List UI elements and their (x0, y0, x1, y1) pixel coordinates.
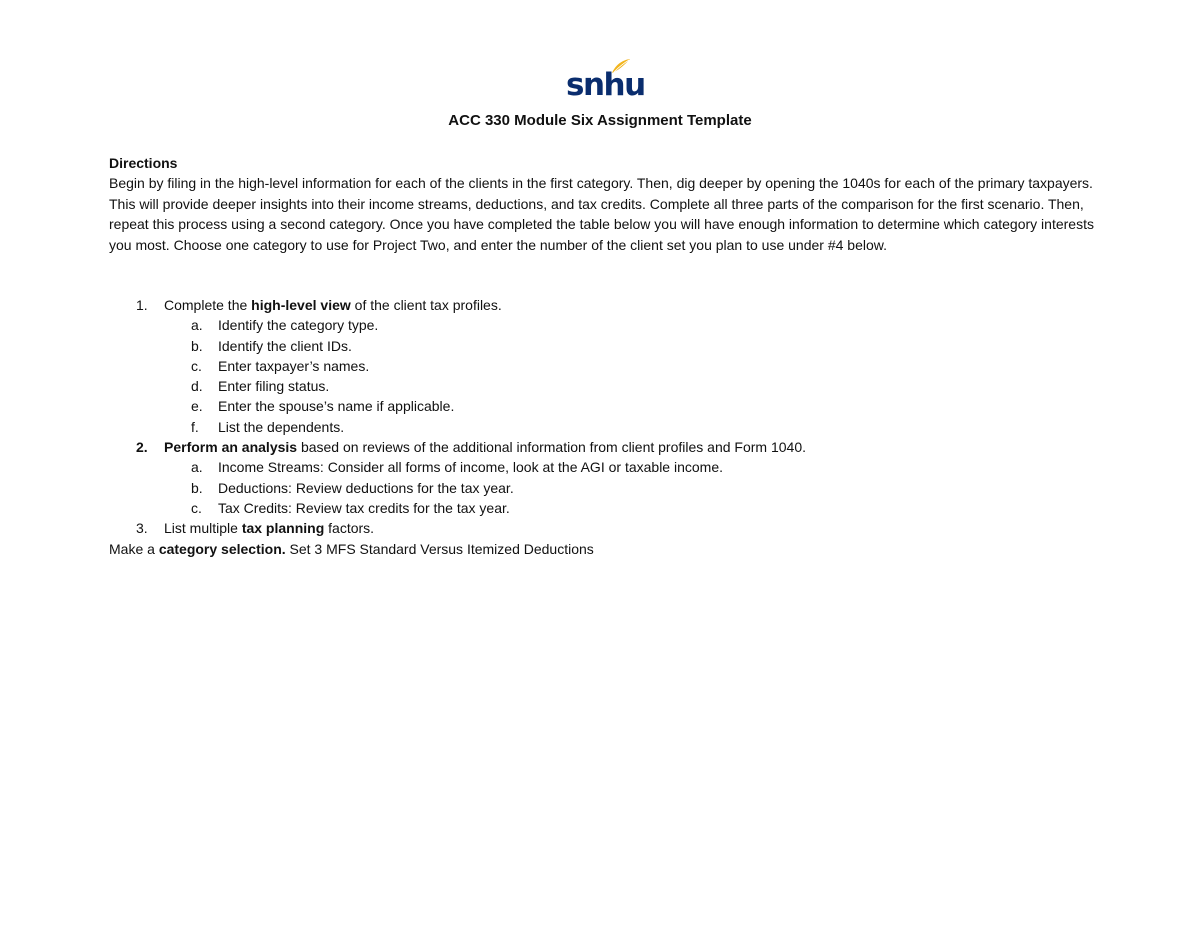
substep-item (109, 356, 1099, 376)
substep-text: Identify the category type. (218, 317, 379, 334)
substep-letter: c. (191, 357, 202, 374)
logo-text: snhu (566, 67, 645, 103)
step-item (109, 518, 1099, 538)
substep-text: Enter filing status. (218, 378, 330, 395)
substep-item (109, 498, 1099, 518)
step-text-post: factors. (324, 520, 375, 537)
substep-item (109, 457, 1099, 477)
substep-text: Identify the client IDs. (218, 337, 352, 354)
directions-text: Begin by filing in the high-level information for each of the clients in the first category. Then, dig deeper by opening the 1040s for each of the primary taxpayers. This will provide deeper insights into their income streams, deductions, and tax credits. Complete all three parts of the comparison for the first scenario. Then, repeat this process using a second category. Once you have completed the table below you will have enough information to determine which category interests you most. Choose one category to use for Project Two, and enter the number of the client set you plan to use under #4 below. (109, 175, 1094, 253)
step-number: 3. (136, 520, 148, 537)
page-title: ACC 330 Module Six Assignment Template (448, 112, 752, 129)
substep-item (109, 396, 1099, 416)
substep-letter: e. (191, 398, 203, 415)
snhu-logo (566, 58, 645, 104)
substep-item (109, 336, 1099, 356)
substep-text: Enter taxpayer’s names. (218, 357, 370, 374)
selection-text-bold: category selection. (158, 541, 286, 557)
substep-item (109, 478, 1099, 498)
step-text-pre: List multiple (164, 520, 242, 537)
substep-text: List the dependents. (218, 418, 345, 435)
step-number: 2. (136, 439, 148, 456)
steps-list (109, 295, 1099, 539)
step-text-bold: Perform an analysis (164, 439, 298, 456)
step-text-post: of the client tax profiles. (350, 297, 502, 313)
substep-text: Income Streams: Consider all forms of income, look at the AGI or taxable income. (218, 459, 723, 476)
substep-letter: d. (191, 378, 203, 395)
substep-text: Enter the spouse’s name if applicable. (218, 398, 455, 415)
category-selection (109, 539, 1099, 559)
substep-letter: b. (191, 479, 203, 496)
selection-value: Set 3 MFS Standard Versus Itemized Deductions (285, 541, 594, 557)
substep-item (109, 376, 1099, 396)
directions-section (109, 153, 1099, 255)
step-text-bold: high-level view (251, 297, 351, 313)
step-text-bold: tax planning (241, 520, 325, 537)
substep-letter: b. (191, 337, 203, 354)
selection-text-pre: Make a (109, 541, 159, 557)
substep-item (109, 315, 1099, 335)
directions-heading: Directions (109, 155, 178, 171)
substep-letter: c. (191, 499, 202, 516)
step-item (109, 437, 1099, 518)
step-item (109, 295, 1099, 437)
substeps-list (164, 315, 1099, 437)
step-number: 1. (136, 297, 148, 313)
step-text-pre: Complete the (164, 297, 252, 313)
substeps-list (164, 457, 1099, 518)
substep-text: Tax Credits: Review tax credits for the tax year. (218, 499, 510, 516)
substep-letter: a. (191, 317, 203, 334)
substep-item (109, 417, 1099, 437)
step-text-post: based on reviews of the additional information from client profiles and Form 1040. (297, 439, 806, 456)
substep-text: Deductions: Review deductions for the tax year. (218, 479, 514, 496)
substep-letter: f. (191, 418, 199, 435)
substep-letter: a. (191, 459, 203, 476)
